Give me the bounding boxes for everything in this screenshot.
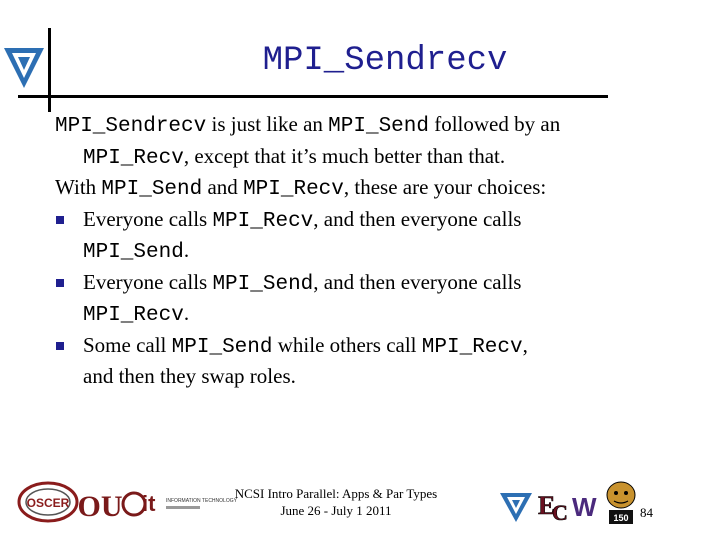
code-token: MPI_Recv: [212, 209, 314, 233]
bullet-square-icon: [56, 279, 64, 287]
ecw-logo-icon: [536, 488, 604, 524]
text-run: and: [202, 175, 244, 199]
text-run: Everyone calls: [83, 269, 213, 294]
text-run: .: [183, 238, 190, 262]
svg-text:OSCER: OSCER: [26, 496, 70, 510]
code-token: MPI_Recv: [243, 178, 344, 201]
text-run: , these are your choices:: [343, 175, 547, 199]
text-run: followed by an: [428, 112, 561, 136]
slide-body: [55, 110, 715, 391]
code-token: MPI_Recv: [83, 146, 184, 170]
text-run: , and then everyone calls: [313, 269, 522, 294]
code-token: MPI_Send: [101, 178, 203, 201]
svg-text:it: it: [142, 491, 156, 516]
text-run: , and then everyone calls: [313, 206, 522, 231]
text-run: , except that it’s much better than that.: [183, 143, 506, 168]
code-token: MPI_Send: [212, 272, 314, 296]
intro-paragraph: [55, 110, 715, 173]
footer-line-1: NCSI Intro Parallel: Apps & Par Types: [234, 486, 438, 501]
triangle-footer-logo-icon: [498, 490, 534, 524]
code-token: MPI_Send: [83, 241, 184, 264]
oscer-logo-icon: [16, 480, 80, 524]
bullet-square-icon: [56, 342, 64, 350]
triangle-logo-icon: [2, 44, 46, 90]
text-run: and then they swap roles.: [83, 364, 296, 388]
header-horizontal-rule: [18, 95, 608, 98]
code-token: MPI_Recv: [421, 335, 523, 359]
code-token: MPI_Send: [328, 115, 429, 138]
bullet-item: [55, 205, 715, 268]
code-token: MPI_Recv: [83, 304, 184, 327]
page-number: 84: [640, 505, 653, 520]
ou-logo-icon: [77, 482, 123, 526]
svg-text:E: E: [538, 491, 556, 520]
code-token: MPI_Sendrecv: [55, 115, 207, 138]
text-run: ,: [522, 332, 528, 357]
footer-caption: [212, 485, 460, 519]
svg-text:C: C: [552, 500, 568, 525]
text-run: .: [183, 301, 190, 325]
text-run: is just like an: [206, 112, 329, 136]
bullet-square-icon: [56, 216, 64, 224]
text-run: while others call: [272, 332, 422, 357]
bullet-item: [55, 268, 715, 331]
svg-text:OU: OU: [77, 490, 123, 523]
text-run: With: [55, 175, 102, 199]
footer-line-2: June 26 - July 1 2011: [280, 503, 392, 518]
with-paragraph: [55, 173, 715, 205]
svg-text:INFORMATION TECHNOLOGY: INFORMATION TECHNOLOGY: [166, 498, 237, 504]
text-run: Everyone calls: [83, 206, 213, 231]
text-run: Some call: [83, 332, 172, 357]
slide-title: MPI_Sendrecv: [262, 42, 508, 80]
code-token: MPI_Send: [171, 335, 273, 359]
svg-text:150: 150: [613, 513, 629, 523]
tiger-logo-icon: [604, 480, 638, 526]
it-logo-icon: [120, 484, 237, 524]
bullet-item: [55, 331, 715, 391]
svg-text:W: W: [572, 492, 597, 522]
